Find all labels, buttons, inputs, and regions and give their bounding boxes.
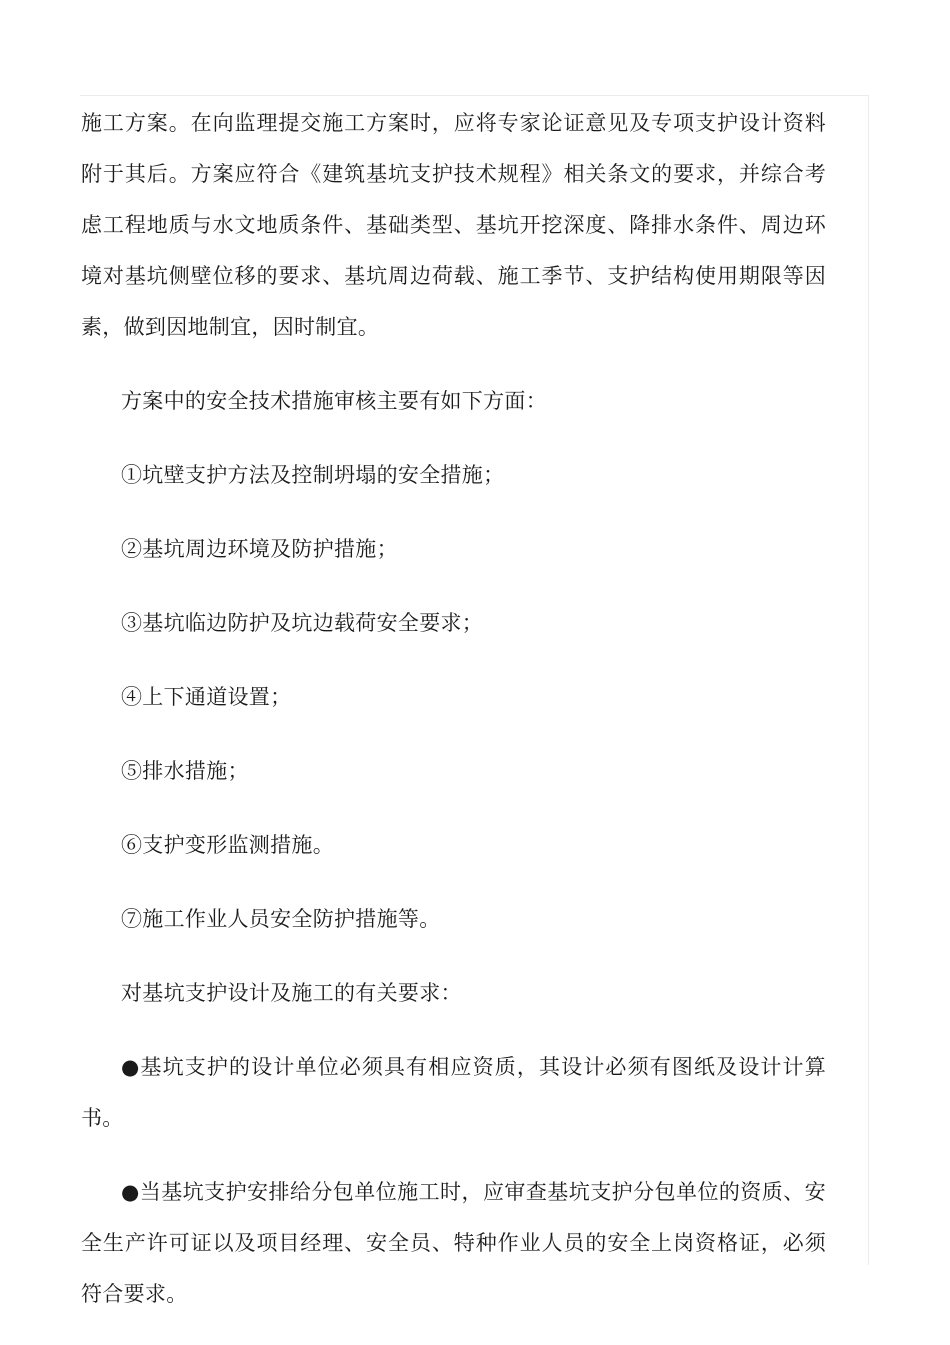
list-item-4: ④上下通道设置； xyxy=(121,685,292,709)
document-body xyxy=(81,98,826,1320)
bullet-item-2: ●当基坑支护安排给分包单位施工时，应审查基坑支护分包单位的资质、安全生产许可证以及项目经理、安全员、特种作业人员的安全上岗资格证，必须符合要求。 xyxy=(81,1180,826,1306)
list-item-5: ⑤排水措施； xyxy=(121,759,249,783)
list-item-7: ⑦施工作业人员安全防护措施等。 xyxy=(121,907,441,931)
paragraph-requirements-intro: 对基坑支护设计及施工的有关要求： xyxy=(121,981,462,1005)
list-item-3: ③基坑临边防护及坑边载荷安全要求； xyxy=(121,611,484,635)
list-item-6: ⑥支护变形监测措施。 xyxy=(121,833,334,857)
list-item-2: ②基坑周边环境及防护措施； xyxy=(121,537,398,561)
paragraph-review-intro: 方案中的安全技术措施审核主要有如下方面： xyxy=(121,389,547,413)
bullet-item-1: ●基坑支护的设计单位必须具有相应资质，其设计必须有图纸及设计计算书。 xyxy=(81,1055,826,1130)
list-item-1: ①坑壁支护方法及控制坍塌的安全措施； xyxy=(121,463,505,487)
paragraph-continuation: 施工方案。在向监理提交施工方案时，应将专家论证意见及专项支护设计资料附于其后。方案应符合《建筑基坑支护技术规程》相关条文的要求，并综合考虑工程地质与水文地质条件、基础类型、基坑开挖深度、降排水条件、周边环境对基坑侧壁位移的要求、基坑周边荷载、施工季节、支护结构使用期限等因素，做到因地制宜，因时制宜。 xyxy=(81,111,826,339)
